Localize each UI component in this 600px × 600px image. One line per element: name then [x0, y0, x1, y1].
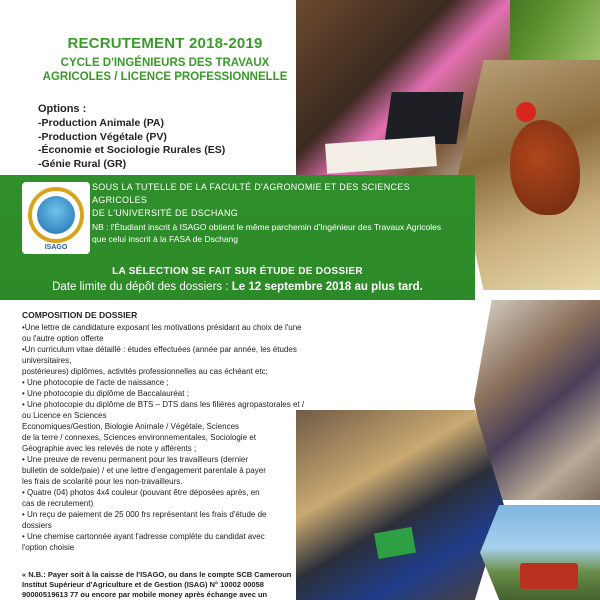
composition-title: COMPOSITION DE DOSSIER: [22, 310, 138, 320]
footnote-line-3: 90000519613 77 ou encore par mobile money après échange avec un: [22, 590, 268, 599]
tractor-icon: [520, 563, 578, 589]
list-item: dossiers: [22, 521, 52, 530]
paper-icon: [325, 136, 437, 174]
option-item: -Production Végétale (PV): [38, 130, 167, 143]
list-item: Economiques/Gestion, Biologie Animale / Végétale, Sciences: [22, 422, 240, 431]
list-item: l'option choisie: [22, 543, 75, 552]
payment-footnote: [22, 570, 302, 600]
composition-list: [22, 322, 312, 553]
footnote-line-1: « N.B.: Payer soit à la caisse de l'ISAGO, ou dans le compte SCB Cameroun: [22, 570, 292, 579]
tutelle-line-2: DE L'UNIVERSITÉ DE DSCHANG: [92, 208, 239, 218]
handshake-photo: [296, 410, 504, 600]
nb-note: [92, 221, 467, 245]
options-list: [38, 117, 293, 171]
tutelle-line-1: SOUS LA TUTELLE DE LA FACULTÉ D'AGRONOMIE ET DES SCIENCES AGRICOLES: [92, 182, 410, 205]
list-item: • Un reçu de paiement de 25 000 frs représentant les frais d'étude de: [22, 510, 267, 519]
hen-icon: [510, 120, 580, 215]
deadline: [0, 281, 475, 293]
option-item: -Génie Rural (GR): [38, 157, 127, 170]
list-item: • Une photocopie du diplôme de Baccalauréat ;: [22, 389, 189, 398]
option-item: -Économie et Sociologie Rurales (ES): [38, 144, 226, 156]
hen-comb-icon: [516, 102, 536, 122]
deadline-date: Le 12 septembre 2018 au plus tard.: [231, 281, 423, 293]
list-item: •Un curriculum vitae détaillé : études effectuées (année par année, les études universitaires,: [22, 345, 297, 365]
page-title: RECRUTEMENT 2018-2019: [67, 35, 263, 52]
header-block: [30, 35, 300, 84]
list-item: • Une photocopie de l'acte de naissance ;: [22, 378, 169, 387]
list-item: bulletin de solde/paie) / et une lettre d'engagement parentale à payer: [22, 466, 266, 475]
list-item: • Une chemise cartonnée ayant l'adresse complète du candidat avec: [22, 532, 265, 541]
deadline-prefix: Date limite du dépôt des dossiers :: [52, 281, 232, 293]
option-item: -Production Animale (PA): [38, 117, 164, 129]
list-item: •Une lettre de candidature exposant les motivations présidant au choix de l'une ou l'autre option offerte: [22, 323, 302, 343]
list-item: postérieures) diplômes, activités professionnelles au cas échéant etc;: [22, 367, 268, 376]
list-item: • Quatre (04) photos 4x4 couleur (pouvant être déposées après, en: [22, 488, 260, 497]
selection-note: LA SÉLECTION SE FAIT SUR ÉTUDE DE DOSSIER: [112, 266, 363, 277]
list-item: • Une photocopie du diplôme de BTS – DTS dans les filières agropastorales et / ou Licence en Sciences: [22, 400, 305, 420]
composition-block: [22, 310, 312, 553]
list-item: • Une preuve de revenu permanent pour les travailleurs (dernier: [22, 455, 249, 464]
logo-label: ISAGO: [44, 244, 68, 251]
crest-inner: [37, 196, 75, 234]
list-item: de la terre / connexes, Sciences environnementales, Sociologie et: [22, 433, 256, 442]
subtitle-line-2: AGRICOLES / LICENCE PROFESSIONNELLE: [42, 71, 288, 83]
nb-line-1: NB : l'Étudiant inscrit à ISAGO obtient le même parchemin d'Ingénieur des Travaux Agricoles: [92, 222, 442, 232]
list-item: Géographie avec les relevés de note y afférents ;: [22, 444, 197, 453]
list-item: les frais de scolarité pour les non-travailleurs.: [22, 477, 183, 486]
tractor-photo: [480, 505, 600, 600]
options-title: Options :: [38, 103, 87, 115]
tutelle-text: [92, 181, 462, 220]
subtitle: [30, 56, 300, 84]
footnote-line-2: Institut Supérieur d'Agriculture et de Gestion (ISAG) N° 10002 00058: [22, 580, 264, 589]
nb-line-2: que celui inscrit à la FASA de Dschang: [92, 234, 238, 244]
subtitle-line-1: CYCLE D'INGÉNIEURS DES TRAVAUX: [60, 57, 270, 69]
school-crest-icon: [22, 182, 90, 254]
folder-icon: [374, 527, 416, 559]
list-item: cas de recrutement): [22, 499, 94, 508]
hen-photo: [458, 60, 600, 290]
options-block: [38, 103, 293, 171]
